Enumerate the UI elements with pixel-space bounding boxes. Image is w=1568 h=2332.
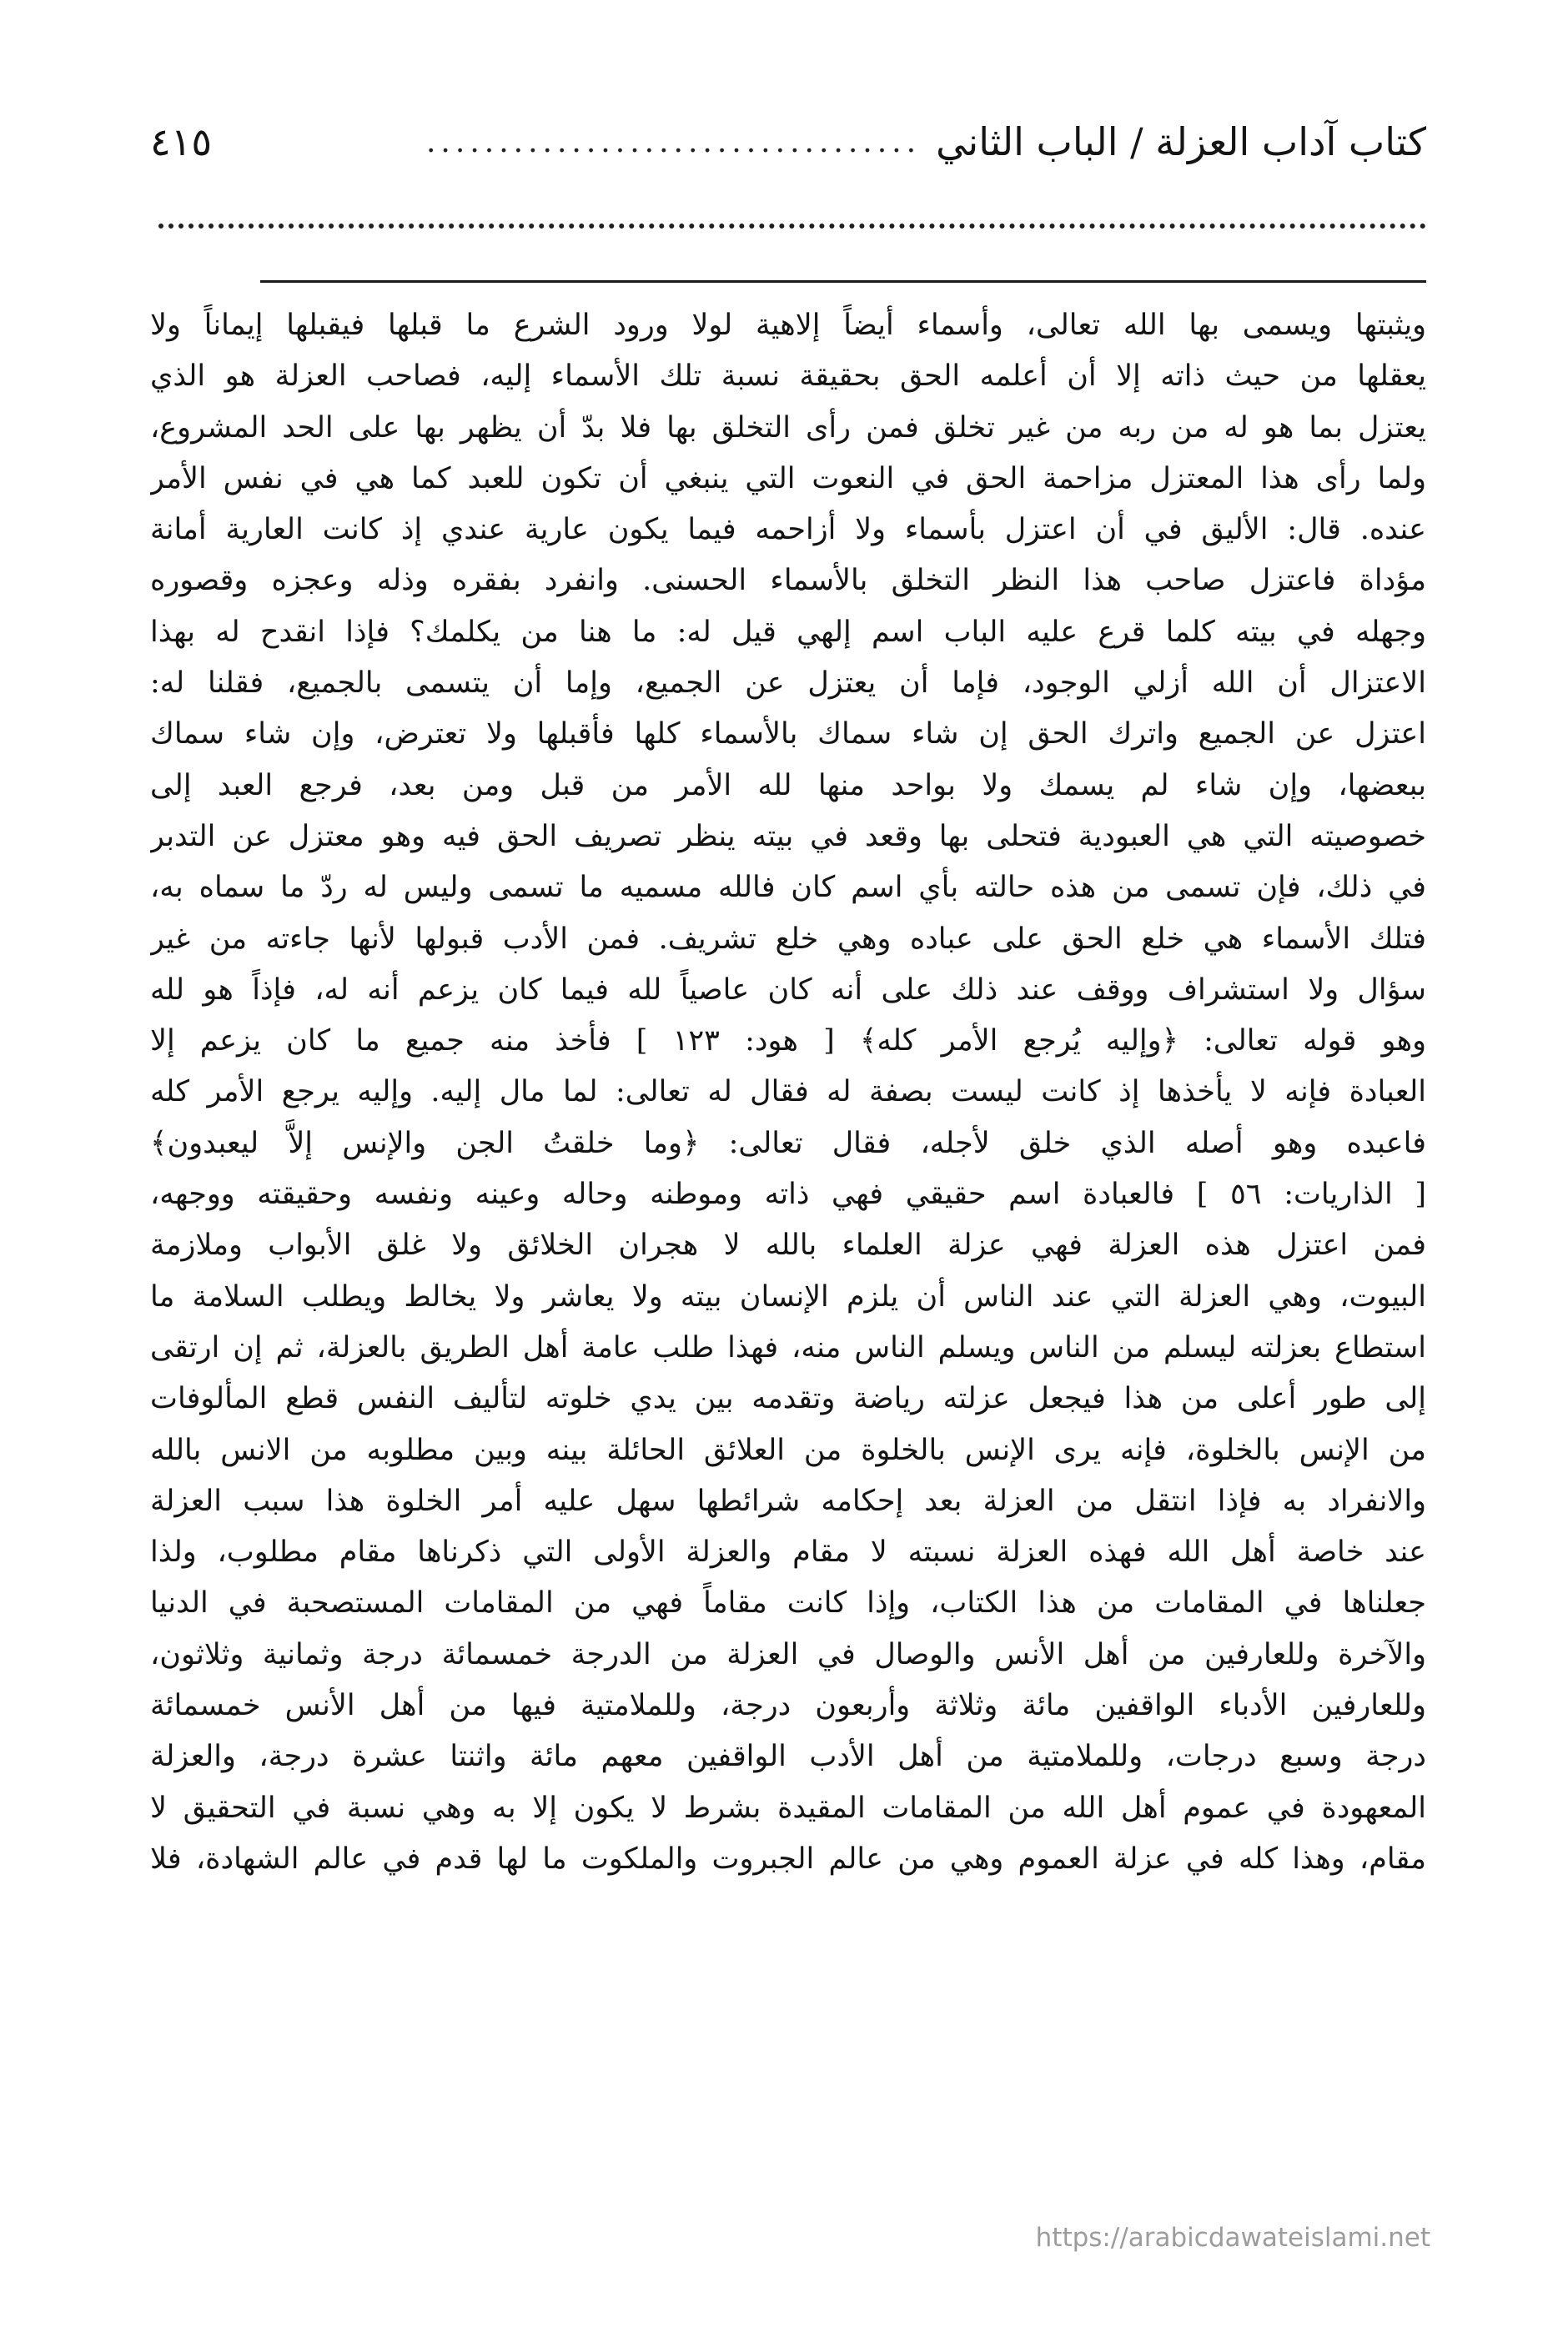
text-line: من الإنس بالخلوة، فإنه يرى الإنس بالخلوة من العلائق الحائلة بينه وبين مطلوبه من الانس بالله	[150, 1433, 1426, 1467]
text-line: وللعارفين الأدباء الواقفين مائة وثلاثة وأربعون درجة، وللملامتية فيها من أهل الأنس خمسمائة	[150, 1689, 1426, 1723]
text-line: درجة وسبع درجات، وللملامتية من أهل الأدب الواقفين معهم مائة واثنتا عشرة درجة، والعزلة	[150, 1740, 1426, 1774]
text-line: استطاع بعزلته ليسلم من الناس ويسلم الناس منه، فهذا طلب عامة أهل الطريق بالعزلة، ثم إن ارتقى	[150, 1330, 1426, 1365]
running-header	[150, 108, 1426, 175]
text-line: مؤداة فاعتزل صاحب هذا النظر التخلق بالأسماء الحسنى. وانفرد بفقره وذله وعجزه وقصوره	[150, 564, 1426, 598]
text-line: سؤال ولا استشراف ووقف عند ذلك على أنه كان عاصياً لله فيما كان يزعم أنه له، فإذاً هو لله	[150, 973, 1426, 1007]
text-line: المعهودة في عموم أهل الله من المقامات المقيدة بشرط لا يكون إلا به وهي نسبة في التحقيق لا	[150, 1791, 1426, 1825]
running-title: كتاب آداب العزلة / الباب الثاني	[936, 119, 1426, 164]
text-line: فاعبده وهو أصله الذي خلق لأجله، فقال تعالى: ﴿وما خلقتُ الجن والإنس إلاَّ ليعبدون﴾	[150, 1126, 1426, 1160]
leader-dots: ..................................	[425, 124, 922, 159]
text-line: فتلك الأسماء هي خلع الحق على عباده وهي خلع تشريف. فمن الأدب قبولها لأنها جاءته من غير	[150, 922, 1426, 956]
text-line: والانفراد به فإذا انتقل من العزلة بعد إحكامه شرائطها سهل عليه أمر الخلوة هذا سبب العزلة	[150, 1484, 1426, 1518]
text-line: اعتزل عن الجميع واترك الحق إن شاء سماك بالأسماء كلها فأقبلها ولا تعترض، وإن شاء سماك	[150, 717, 1426, 751]
text-line: وجهله في بيته كلما قرع عليه الباب اسم إلهي قيل له: ما هنا من يكلمك؟ فإذا انقدح له بهذا	[150, 615, 1426, 649]
text-line: والآخرة وللعارفين من أهل الأنس والوصال في العزلة من الدرجة خمسمائة درجة وثمانية وثلاثون،	[150, 1637, 1426, 1671]
text-line: جعلناها في المقامات من هذا الكتاب، وإذا كانت مقاماً فهي من المقامات المستصحبة في الدنيا	[150, 1586, 1426, 1621]
text-line: عنده. قال: الأليق في أن اعتزل بأسماء ولا أزاحمه فيما يكون عارية عندي إذ كانت العارية أمانة	[150, 513, 1426, 547]
text-line: [ الذاريات: ٥٦ ] فالعبادة اسم حقيقي فهي ذاته وموطنه وحاله وعينه ونفسه وحقيقته ووجهه،	[150, 1178, 1426, 1212]
text-line: فمن اعتزل هذه العزلة فهي عزلة العلماء بالله لا هجران الخلائق ولا غلق الأبواب وملازمة	[150, 1229, 1426, 1263]
text-line: وهو قوله تعالى: ﴿وإليه يُرجع الأمر كله﴾ [ هود: ١٢٣ ] فأخذ منه جميع ما كان يزعم إلا	[150, 1024, 1426, 1058]
text-line: عند خاصة أهل الله فهذه العزلة نسبته لا مقام والعزلة الأولى التي ذكرناها مقام مطلوب، ولذا	[150, 1535, 1426, 1570]
text-line: ويثبتها ويسمى بها الله تعالى، وأسماء أيضاً إلاهية لولا ورود الشرع ما قبلها فيقبلها إيماناً ولا	[150, 309, 1426, 342]
text-line: البيوت، وهي العزلة التي عند الناس أن يلزم الإنسان بيته ولا يعاشر ولا يخالط ويطلب السلامة ما	[150, 1279, 1426, 1314]
dotted-separator	[158, 224, 1426, 245]
source-watermark: https://arabicdawateislami.net	[1035, 2223, 1430, 2253]
text-line: ببعضها، وإن شاء لم يسمك ولا بواحد منها لله الأمر من قبل ومن بعد، فرجع العبد إلى	[150, 768, 1426, 802]
body-text	[150, 300, 1426, 1885]
header-rule	[260, 280, 1426, 283]
text-line: ولما رأى هذا المعتزل مزاحمة الحق في النعوت التي ينبغي أن تكون للعبد كما هي في نفس الأمر	[150, 461, 1426, 495]
text-line: خصوصيته التي هي العبودية فتحلى بها وقعد في بيته ينظر تصريف الحق فيه وهو معتزل عن التدبر	[150, 819, 1426, 853]
text-line: يعتزل بما هو له من ربه من غير تخلق فمن رأى التخلق بها فلا بدّ أن يظهر بها على الحد المشروع،	[150, 410, 1426, 445]
text-line: العبادة فإنه لا يأخذها إذ كانت ليست بصفة له فقال له تعالى: لما مال إليه. وإليه يرجع الأمر كله	[150, 1075, 1426, 1109]
text-line: الاعتزال أن الله أزلي الوجود، فإما أن يعتزل عن الجميع، وإما أن يتسمى بالجميع، فقلنا له:	[150, 666, 1426, 701]
text-line: في ذلك، فإن تسمى من هذه حالته بأي اسم كان فالله مسميه ما تسمى وليس له ردّ ما سماه به،	[150, 871, 1426, 905]
page-number: ٤١٥	[150, 119, 213, 164]
text-line: يعقلها من حيث ذاته إلا أن أعلمه الحق بحقيقة نسبة تلك الأسماء إليه، فصاحب العزلة هو الذي	[150, 359, 1426, 394]
text-line: إلى طور أعلى من هذا فيجعل عزلته رياضة وتقدمه بين يدي خلوته لتأليف النفس قطع المألوفات	[150, 1382, 1426, 1416]
text-line: مقام، وهذا كله في عزلة العموم وهي من عالم الجبروت والملكوت ما لها قدم في عالم الشهادة، فلا	[150, 1842, 1426, 1876]
